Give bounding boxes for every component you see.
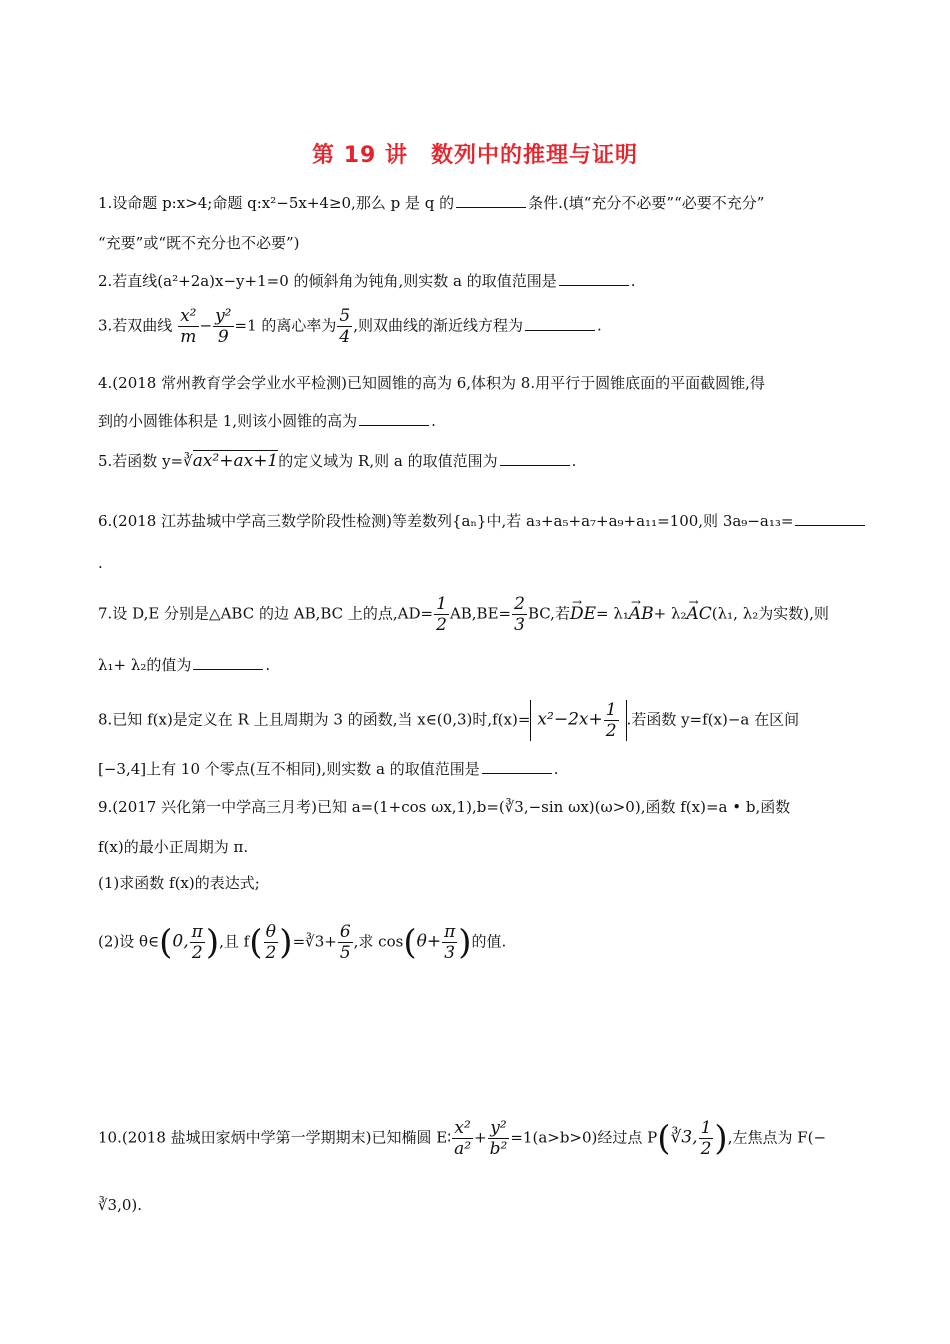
answer-blank (193, 655, 263, 670)
question-9-part-1: (1)求函数 f(x)的表达式; (98, 874, 260, 892)
question-3: 3.若双曲线 $\frac{\text{x²}}{m}$ − $\frac{\text{y²}}{9}$ =1 的离心率为 $\frac{5}{4}$ ,则双曲线的渐近线方程为 . (98, 306, 602, 347)
page-title: 第 19 讲 数列中的推理与证明 (312, 143, 638, 168)
question-5: 5.若函数 y=∛ax²+ax+1的定义域为 R,则 a 的取值范围为 . (98, 451, 577, 471)
answer-blank (525, 316, 595, 331)
answer-blank (795, 511, 865, 526)
question-2: 2.若直线(a²+2a)x−y+1=0 的倾斜角为钝角,则实数 a 的取值范围是 . (98, 272, 636, 290)
fraction: $\frac{2}{3}$ (514, 594, 525, 635)
answer-blank (482, 759, 552, 774)
answer-blank (456, 193, 526, 208)
radical-sign: ∛ (183, 452, 193, 470)
fraction: $\frac{\text{x²}}{\text{a²}}$ (454, 1118, 472, 1159)
fraction: $\frac{6}{5}$ (339, 922, 351, 963)
absolute-value: x²−2x+ $\frac{1}{2}$ (530, 700, 626, 741)
question-7-cont: λ₁+ λ₂的值为 . (98, 656, 271, 674)
question-6-cont: . (98, 554, 103, 572)
question-9-part-2: (2)设 θ∈(0, $\frac{\pi}{2}$ ),且 f( $\frac{\theta}{2}$ )=∛3+ $\frac{6}{5}$ ,求 cos(θ+ $\frac{\pi}{3}$ )的值. (98, 922, 507, 963)
question-1-cont: “充要”或“既不充分也不必要”) (98, 234, 300, 252)
fraction: $\frac{\text{x²}}{m}$ (180, 306, 197, 347)
fraction: $\frac{\text{y²}}{\text{b²}}$ (489, 1118, 508, 1159)
question-1: 1.设命题 p:x>4;命题 q:x²−5x+4≥0,那么 p 是 q 的 条件.(填“充分不必要”“必要不充分” (98, 194, 765, 212)
answer-blank (359, 411, 429, 426)
vector-ac: → AC (687, 603, 712, 625)
fraction: $\frac{1}{2}$ (700, 1118, 712, 1159)
question-8-cont: [−3,4]上有 10 个零点(互不相同),则实数 a 的取值范围是 . (98, 760, 559, 778)
question-10: 10.(2018 盐城田家炳中学第一学期期末)已知椭圆 E∶ $\frac{\text{x²}}{\text{a²}}$ + $\frac{\text{y²}}{\text{b²}}$ =1(a>b>0)经过点 P(∛3, $\frac{1}{2}$ ),左焦点为 F(− (98, 1118, 827, 1159)
fraction: $\frac{\theta}{2}$ (265, 922, 277, 963)
question-6: 6.(2018 江苏盐城中学高三数学阶段性检测)等差数列{aₙ}中,若 a₃+a₅+a₇+a₉+a₁₁=100,则 3a₉−a₁₃= (98, 510, 858, 532)
fraction: $\frac{5}{4}$ (339, 306, 351, 347)
question-8: 8.已知 f(x)是定义在 R 上且周期为 3 的函数,当 x∈(0,3)时,f(x)= x²−2x+ $\frac{1}{2}$ .若函数 y=f(x)−a 在区间 (98, 700, 800, 741)
answer-blank (500, 451, 570, 466)
question-4: 4.(2018 常州教育学会学业水平检测)已知圆锥的高为 6,体积为 8.用平行于圆锥底面的平面截圆锥,得 (98, 374, 765, 392)
question-10-cont: ∛3,0). (98, 1196, 143, 1214)
vector-ab: → AB (629, 603, 654, 625)
fraction: $\frac{1}{2}$ (436, 594, 447, 635)
answer-blank (559, 271, 629, 286)
vector-de: → DE (570, 603, 596, 625)
fraction: $\frac{\pi}{3}$ (444, 922, 456, 963)
fraction: $\frac{1}{2}$ (605, 700, 617, 741)
fraction: $\frac{\pi}{2}$ (191, 922, 203, 963)
question-7: 7.设 D,E 分别是△ABC 的边 AB,BC 上的点,AD= $\frac{1}{2}$ AB,BE= $\frac{2}{3}$ BC,若→ DE= λ₁→ AB+ λ₂→ AC(λ₁, λ₂为实数),则 (98, 594, 858, 635)
question-9-cont: f(x)的最小正周期为 π. (98, 838, 249, 856)
fraction: $\frac{\text{y²}}{9}$ (215, 306, 232, 347)
question-9: 9.(2017 兴化第一中学高三月考)已知 a=(1+cos ωx,1),b=(∛3,−sin ωx)(ω>0),函数 f(x)=a • b,函数 (98, 798, 791, 816)
question-4-cont: 到的小圆锥体积是 1,则该小圆锥的高为 . (98, 412, 436, 430)
